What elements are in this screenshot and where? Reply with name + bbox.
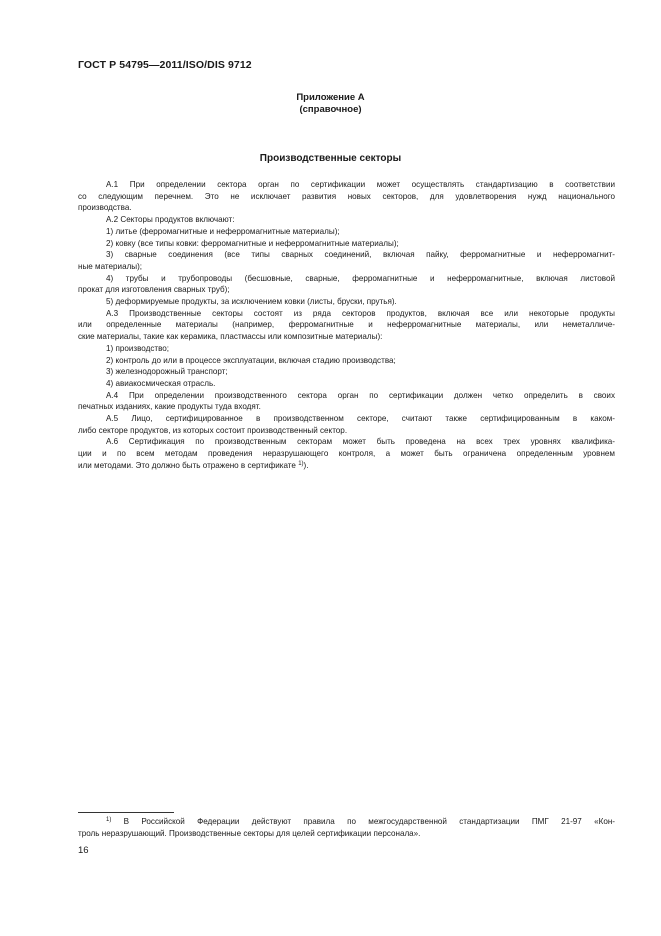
text-line: 5) деформируемые продукты, за исключением ковки (листы, бруски, прутья). (106, 297, 397, 307)
text-line: 4) трубы и трубопроводы (бесшовные, сварные, ферромагнитные и неферромагнитные, включая листовой (106, 273, 615, 283)
text-line: со следующим перечнем. Это не исключает развития новых секторов, для удовлетворения нужд национального (78, 191, 615, 201)
text-line: А.4 При определении производственного сектора орган по сертификации должен четко определить в своих (106, 390, 615, 400)
text-line: прокат для изготовления сварных труб); (78, 285, 230, 295)
text-line (78, 460, 615, 472)
text-line: 2) ковку (все типы ковки: ферромагнитные и неферромагнитные материалы); (106, 238, 399, 248)
footnote-marker: 1) (106, 817, 112, 823)
footnote-divider (78, 812, 174, 813)
annex-subtitle: (справочное) (299, 104, 362, 115)
footnote (78, 816, 615, 839)
text-line-tail: ). (303, 460, 309, 470)
text-line: печатных изданиях, какие продукты туда входят. (78, 402, 261, 412)
text-line: 2) контроль до или в процессе эксплуатации, включая стадию производства; (106, 355, 396, 365)
annex-title: Приложение А (296, 92, 365, 103)
section-title: Производственные секторы (259, 153, 402, 164)
text-line: ции и по всем методам проведения неразрушающего контроля, а может быть ограничена определенным уровнем (78, 449, 615, 459)
text-line: А.3 Производственные секторы состоят из ряда секторов продуктов, включая все или некоторые продукты (106, 308, 615, 318)
text-line: ные материалы); (78, 261, 143, 271)
footnote-line (78, 816, 615, 828)
text-line: производства. (78, 203, 132, 213)
text-line: 3) железнодорожный транспорт; (106, 367, 228, 377)
text-line: 4) авиакосмическая отрасль. (106, 378, 216, 388)
text-line: или определенные материалы (например, ферромагнитные и неферромагнитные материалы, или неметалличе- (78, 320, 615, 330)
text-line: А.6 Сертификация по производственным секторам может быть проведена на всех трех уровнях квалифика- (106, 437, 615, 447)
text-line: 1) производство; (106, 343, 170, 353)
page-number: 16 (78, 845, 89, 856)
text-line: 3) сварные соединения (все типы сварных соединений, включая пайку, ферромагнитные и неферромагнит- (106, 250, 615, 260)
text-line: А.5 Лицо, сертифицированное в производственном секторе, считают также сертифицированным в каком- (106, 414, 615, 424)
text-line: А.1 При определении сектора орган по сертификации может осуществлять стандартизацию в соответствии (106, 180, 615, 189)
footnote-line: троль неразрушающий. Производственные секторы для целей сертификации персонала». (78, 828, 421, 838)
body-text (78, 179, 615, 472)
text-line-content: или методами. Это должно быть отражено в сертификате (78, 460, 296, 470)
text-line: ские материалы, такие как керамика, пластмассы или композитные материалы): (78, 332, 383, 342)
footnote-text: В Российской Федерации действуют правила по межгосударственной стандартизации ПМГ 21-97 «Кон- (123, 817, 616, 826)
text-line: либо секторе продуктов, из которых состоит производственный сектор. (78, 425, 348, 435)
text-line: 1) литье (ферромагнитные и неферромагнитные материалы); (106, 226, 340, 236)
footnote-reference[interactable]: 1) (298, 460, 304, 467)
text-line: А.2 Секторы продуктов включают: (106, 215, 235, 225)
document-header: ГОСТ Р 54795—2011/ISO/DIS 9712 (78, 59, 252, 71)
